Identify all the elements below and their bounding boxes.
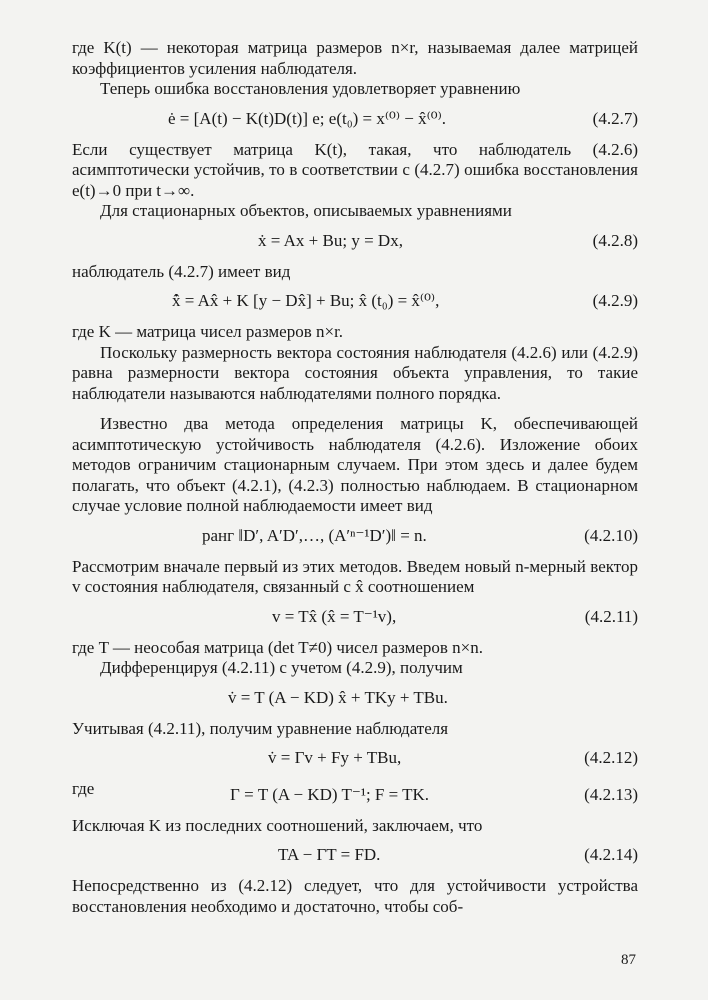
equation-4-2-7-body: ė = [A(t) − K(t)D(t)] e; e(t₀) = x⁽⁰⁾ − x̂⁽⁰⁾. [168,108,447,128]
equation-4-2-13-body: Γ = T (A − KD) T⁻¹; F = TK. [230,784,430,804]
equation-4-2-8 [72,228,638,256]
paragraph-3: Если существует матрица K(t), такая, что наблюдатель (4.2.6) асимптотически устойчив, то в соответствии с (4.2.7) ошибка восстановления e(t)→0 при t→∞. [72,139,638,200]
equation-4-2-9-body: x̂̇ = Ax̂ + K [y − Dx̂] + Bu; x̂ (t₀) = x̂⁽⁰⁾, [172,291,440,310]
equation-4-2-11-body: v = Tx̂ (x̂ = T⁻¹v), [272,606,397,626]
equation-4-2-8-number: (4.2.8) [592,230,638,250]
paragraph-11: Дифференцируя (4.2.11) с учетом (4.2.9), получим [100,658,463,677]
equation-4-2-7 [72,106,638,134]
paragraph-8: Известно два метода определения матрицы K, обеспечивающей асимптотическую устойчивость наблюдателя (4.2.6). Изложение обоих методов ограничим стационарным случаем. При этом здесь и далее будем полагать, что объект (4.2.1), (4.2.3) полностью наблюдаем. В стационарном случае условие полной наблюдаемости имеет вид [72,414,638,515]
paragraph-4: Для стационарных объектов, описываемых уравнениями [100,201,512,220]
paragraph-12: Учитывая (4.2.11), получим уравнение наблюдателя [72,718,449,738]
equation-4-2-9-number: (4.2.9) [592,291,638,310]
paragraph-2: Теперь ошибка восстановления удовлетворяет уравнению [100,79,521,98]
paragraph-1: где K(t) — некоторая матрица размеров n×r, называемая далее матрицей коэффициентов усиления наблюдателя. [72,38,638,78]
equation-4-2-7-number: (4.2.7) [592,108,638,128]
paragraph-13: где [72,779,95,798]
equation-derivative [72,685,638,713]
paragraph-5: наблюдатель (4.2.7) имеет вид [72,261,291,281]
paragraph-9: Рассмотрим вначале первый из этих методов. Введем новый n-мерный вектор v состояния наблюдателя, связанный с x̂ соотношением [72,556,638,596]
equation-4-2-13-number: (4.2.13) [584,784,638,804]
equation-4-2-10-body: ранг ‖D′, A′D′,…, (A′ⁿ⁻¹D′)‖ = n. [202,525,427,545]
page-number: 87 [621,952,636,968]
equation-4-2-11-number: (4.2.11) [584,606,638,626]
equation-4-2-12-number: (4.2.12) [584,748,638,767]
paragraph-6: где K — матрица чисел размеров n×r. [72,322,344,341]
page-body [72,38,638,917]
equation-4-2-13 [72,782,638,810]
equation-4-2-10-number: (4.2.10) [584,525,638,545]
paragraph-15: Непосредственно из (4.2.12) следует, что для устойчивости устройства восстановления необходимо и достаточно, чтобы соб- [72,876,638,916]
paragraph-14: Исключая K из последних соотношений, заключаем, что [72,815,483,835]
equation-4-2-14-number: (4.2.14) [584,845,638,864]
equation-4-2-14 [72,842,638,870]
paragraph-10: где T — неособая матрица (det T≠0) чисел размеров n×n. [72,637,484,657]
equation-4-2-12 [72,745,638,773]
paragraph-7: Поскольку размерность вектора состояния наблюдателя (4.2.6) или (4.2.9) равна размерности вектора состояния объекта управления, то такие наблюдатели называются наблюдателями полного порядка. [72,342,638,403]
equation-4-2-9 [72,288,638,316]
equation-4-2-14-body: TA − ΓT = FD. [278,845,381,864]
equation-derivative-body: v̇ = T (A − KD) x̂ + TKy + TBu. [228,687,448,707]
equation-4-2-8-body: ẋ = Ax + Bu; y = Dx, [258,230,403,250]
equation-4-2-10 [72,523,638,551]
equation-4-2-11 [72,604,638,632]
equation-4-2-12-body: v̇ = Γv + Fy + TBu, [268,748,402,767]
